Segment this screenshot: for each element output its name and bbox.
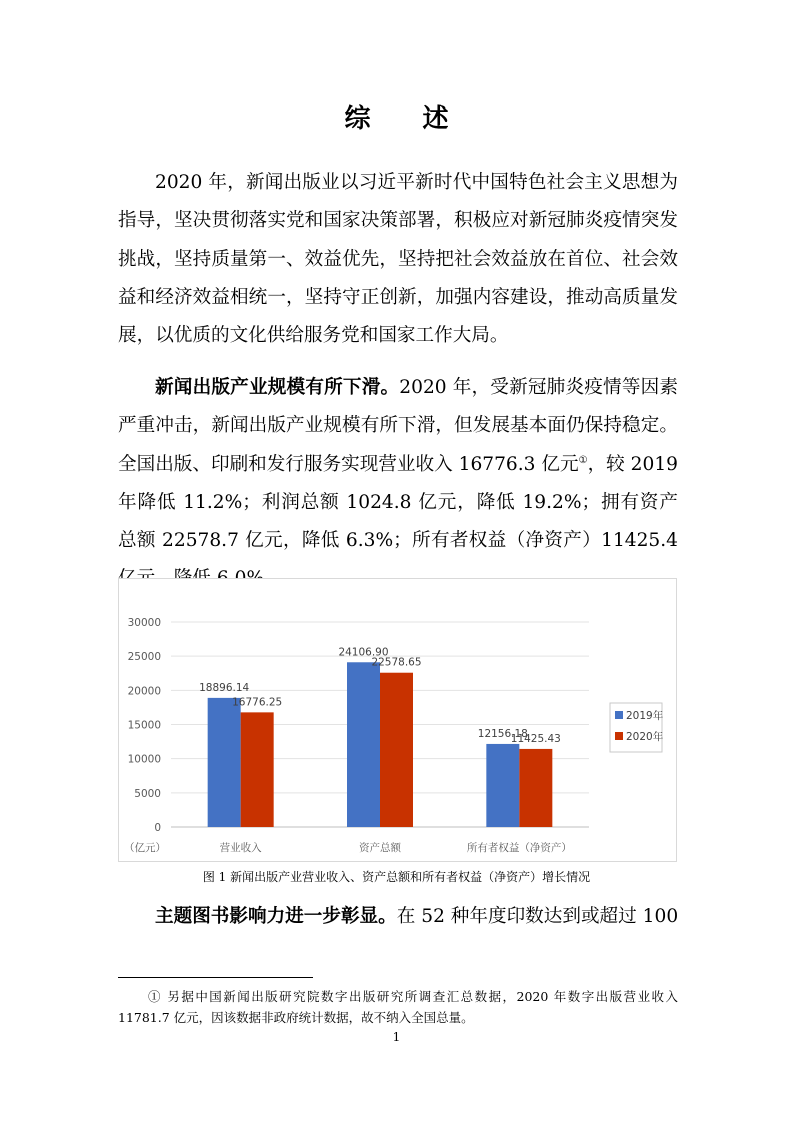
- title-char-2: 述: [422, 104, 449, 134]
- y-tick-label: 15000: [127, 719, 161, 732]
- x-tick-label: 营业收入: [219, 842, 262, 854]
- footnote: ① 另据中国新闻出版研究院数字出版研究所调查汇总数据，2020 年数字出版营业收入 11781.7 亿元，因该数据非政府统计数据，故不纳入全国总量。: [118, 989, 678, 1025]
- footnote-divider: [118, 977, 313, 978]
- bar-chart-svg: [119, 579, 676, 861]
- data-label: 18896.14: [199, 681, 250, 694]
- industry-scale-paragraph: [118, 369, 678, 599]
- y-tick-label: 30000: [127, 617, 161, 629]
- theme-books-paragraph: [118, 898, 678, 938]
- intro-paragraph: 2020 年，新闻出版业以习近平新时代中国特色社会主义思想为指导，坚决贯彻落实党和国家决策部署，积极应对新冠肺炎疫情突发挑战，坚持质量第一、效益优先，坚持把社会效益放在首位、社会效益和经济效益相统一，坚持守正创新，加强内容建设，推动高质量发展，以优质的文化供给服务党和国家工作大局。: [118, 172, 678, 347]
- chart-caption: 图 1 新闻出版产业营业收入、资产总额和所有者权益（净资产）增长情况: [202, 870, 591, 884]
- y-tick-label: 10000: [127, 753, 161, 766]
- legend-label: 2019年: [626, 710, 664, 722]
- bar-series-2: [380, 673, 413, 827]
- x-tick-label: 资产总额: [359, 842, 401, 854]
- y-axis-unit-label: （亿元）: [124, 842, 166, 854]
- bar-series-1: [347, 662, 380, 827]
- data-label: 12156.18: [477, 727, 528, 740]
- y-tick-label: 0: [154, 822, 161, 834]
- bar-series-1: [486, 744, 519, 827]
- bar-series-1: [208, 698, 241, 827]
- data-label: 24106.90: [338, 646, 389, 659]
- y-tick-label: 20000: [127, 685, 161, 698]
- bar-series-2: [241, 712, 274, 827]
- data-label: 16776.25: [232, 696, 283, 709]
- legend-label: 2020年: [626, 731, 664, 743]
- bar-series-2: [519, 749, 552, 827]
- y-tick-label: 25000: [127, 651, 161, 664]
- legend-swatch: [615, 711, 623, 719]
- data-label: 22578.65: [371, 656, 422, 669]
- legend-swatch: [615, 732, 623, 740]
- paragraph-lead: 新闻出版产业规模有所下滑。: [155, 377, 400, 398]
- bar-chart: [118, 578, 677, 862]
- x-tick-label: 所有者权益（净资产）: [466, 842, 572, 854]
- page-number: 1: [392, 1030, 401, 1044]
- paragraph-body: 2020 年，受新冠肺炎疫情等因素严重冲击，新闻出版产业规模有所下滑，但发展基本面仍保持稳定。全国出版、印刷和发行服务实现营业收入 16776.3 亿元: [118, 377, 678, 475]
- y-tick-label: 5000: [134, 787, 161, 800]
- title-char-1: 综: [344, 104, 371, 134]
- paragraph-body: 在 52 种年度印数达到或超过 100: [396, 906, 678, 927]
- page-title: [0, 98, 793, 135]
- footnote-marker[interactable]: ①: [578, 454, 588, 466]
- data-label: 11425.43: [510, 732, 561, 745]
- paragraph-body-continued: ，较 2019 年降低 11.2%；利润总额 1024.8 亿元，降低 19.2%；拥有资产总额 22578.7 亿元，降低 6.3%；所有者权益（净资产）11425.4: [118, 453, 678, 552]
- paragraph-lead: 主题图书影响力进一步彰显。: [155, 906, 397, 927]
